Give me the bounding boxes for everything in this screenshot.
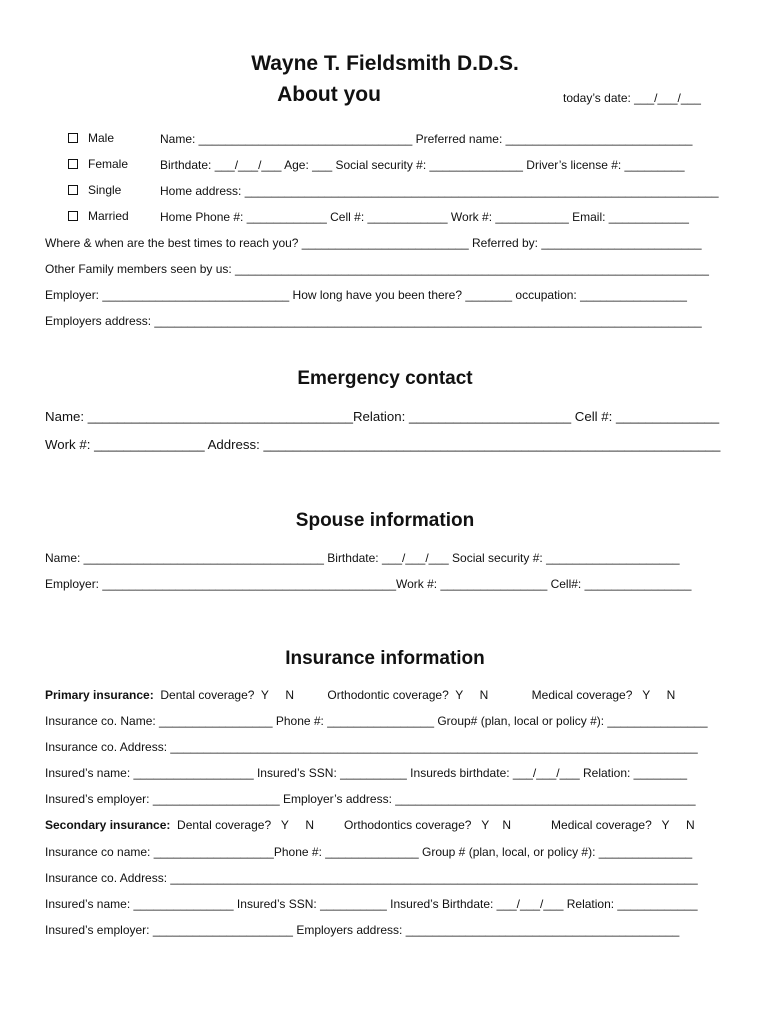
secondary-insurance-name-row[interactable]: Insurance co name: __________________Phone #: ______________ Group # (plan, local, or policy #): ______________ [45,845,693,859]
primary-insured-name-row[interactable]: Insured’s name: __________________ Insured’s SSN: __________ Insureds birthdate: ___/___/___ Relation: ________ [45,766,688,780]
page-title: About you [277,83,381,106]
checkbox-married[interactable] [68,209,129,223]
phone-field-row[interactable]: Home Phone #: ____________ Cell #: ____________ Work #: ___________ Email: ____________ [160,210,689,224]
primary-insurance-label: Primary insurance: [45,688,154,702]
home-address-field[interactable]: Home address: _______________________________________________________________________ [160,184,719,198]
secondary-insured-employer-row[interactable]: Insured’s employer: _____________________ Employers address: _________________________________________ [45,923,680,937]
birthdate-field-row[interactable]: Birthdate: ___/___/___ Age: ___ Social security #: ______________ Driver’s license #: _________ [160,158,685,172]
primary-insurance-address-field[interactable]: Insurance co. Address: _______________________________________________________________________________ [45,740,698,754]
emergency-work-field-row[interactable]: Work #: _______________ Address: ______________________________________________________________ [45,437,721,452]
spouse-employer-field-row[interactable]: Employer: ____________________________________________Work #: ________________ Cell#: ________________ [45,577,692,591]
emergency-name-field-row[interactable]: Name: ____________________________________Relation: ______________________ Cell #: ______________ [45,409,720,424]
primary-coverage-options[interactable]: Dental coverage? Y N Orthodontic coverage? Y N Medical coverage? Y N [153,688,676,702]
checkbox-box-icon[interactable] [68,211,78,221]
checkbox-box-icon[interactable] [68,185,78,195]
practice-name: Wayne T. Fieldsmith D.D.S. [251,52,519,75]
contact-times-field-row[interactable]: Where & when are the best times to reach you? _________________________ Referred by: ________________________ [45,236,702,250]
spouse-information-heading: Spouse information [295,510,475,531]
checkbox-male[interactable] [68,131,114,145]
secondary-coverage-options[interactable]: Dental coverage? Y N Orthodontics coverage? Y N Medical coverage? Y N [170,818,695,832]
checkbox-box-icon[interactable] [68,133,78,143]
primary-insured-employer-row[interactable]: Insured’s employer: ___________________ Employer’s address: _____________________________________________ [45,792,696,806]
secondary-insurance-row [45,818,695,832]
checkbox-female[interactable] [68,157,128,171]
checkbox-label: Female [88,157,129,171]
todays-date-field[interactable]: today’s date: ___/___/___ [563,91,701,105]
primary-insurance-name-row[interactable]: Insurance co. Name: _________________ Phone #: ________________ Group# (plan, local or policy #): _______________ [45,714,708,728]
spouse-name-field-row[interactable]: Name: ____________________________________ Birthdate: ___/___/___ Social security #: ____________________ [45,551,680,565]
primary-insurance-row [45,688,675,702]
checkbox-box-icon[interactable] [68,159,78,169]
family-members-field[interactable]: Other Family members seen by us: _______________________________________________________________________ [45,262,709,276]
checkbox-label: Single [88,183,122,197]
name-field-row[interactable]: Name: ________________________________ Preferred name: ____________________________ [160,132,693,146]
secondary-insurance-address-field[interactable]: Insurance co. Address: _______________________________________________________________________________ [45,871,698,885]
emergency-contact-heading: Emergency contact [297,368,473,389]
checkbox-single[interactable] [68,183,121,197]
checkbox-label: Married [88,209,129,223]
secondary-insurance-label: Secondary insurance: [45,818,171,832]
secondary-insured-name-row[interactable]: Insured’s name: _______________ Insured’s SSN: __________ Insured’s Birthdate: ___/___/___ Relation: ____________ [45,897,698,911]
employer-address-field[interactable]: Employers address: __________________________________________________________________________________ [45,314,702,328]
insurance-information-heading: Insurance information [285,648,485,669]
checkbox-label: Male [88,131,115,145]
employer-field-row[interactable]: Employer: ____________________________ How long have you been there? _______ occupation: ________________ [45,288,687,302]
